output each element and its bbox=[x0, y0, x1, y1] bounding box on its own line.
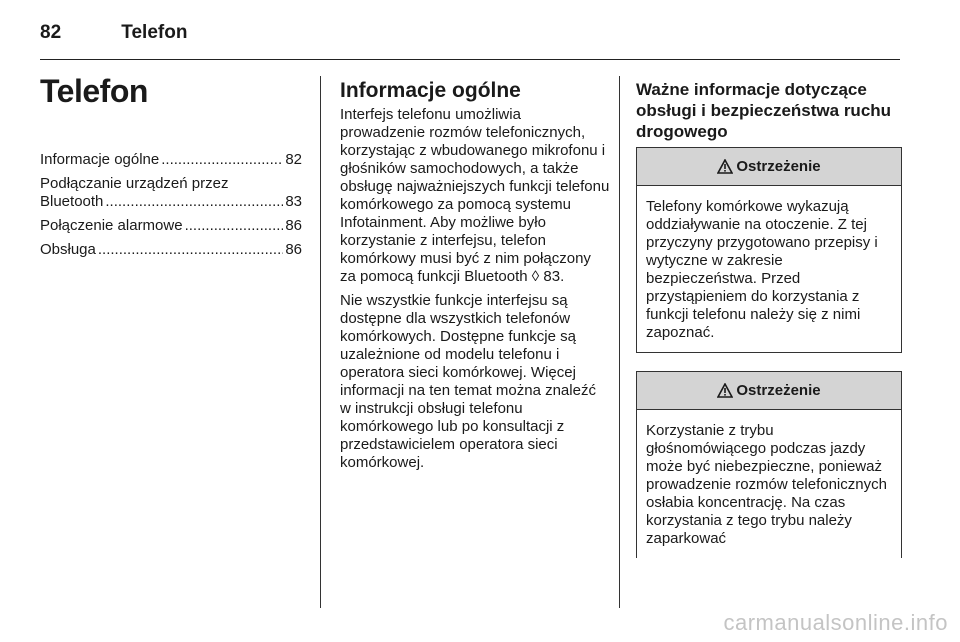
warning-header bbox=[637, 372, 901, 410]
toc-leader-dots bbox=[98, 241, 283, 259]
safety-column bbox=[636, 79, 902, 558]
header-divider bbox=[40, 59, 900, 60]
warning-text: Telefony komórkowe wykazują oddziaływanie na otoczenie. Z tej przyczyny przygotowano przepisy i wytyczne w zakresie bezpieczeństwa. Przed przystąpieniem do korzystania z funkcji telefonu należy się z nimi zapoznać. bbox=[646, 198, 878, 341]
toc-entry-text: Obsługa bbox=[40, 241, 96, 258]
toc-entry-page: 82 bbox=[285, 151, 302, 168]
toc-entry-obsluga[interactable] bbox=[40, 241, 302, 259]
warning-text: Korzystanie z trybu głośnomówiącego podczas jazdy może być niebezpieczne, ponieważ prowadzenie rozmów telefonicznych osłabia koncentrację. Na czas korzystania z tego trybu należy zaparkować bbox=[646, 422, 887, 547]
toc-entry-alarmowe[interactable] bbox=[40, 217, 302, 235]
warning-triangle-icon bbox=[717, 159, 733, 174]
toc-leader-dots bbox=[185, 217, 284, 235]
subsection-title: Ważne informacje dotyczące obsługi i bezpieczeństwa ruchu drogowego bbox=[636, 80, 892, 141]
warning-box bbox=[636, 371, 902, 558]
toc-leader-dots bbox=[161, 151, 283, 169]
warning-box bbox=[636, 147, 902, 353]
toc-entry-text: Bluetooth bbox=[40, 193, 104, 210]
general-info-column bbox=[340, 79, 610, 478]
cross-reference-icon: ◊ bbox=[531, 268, 540, 285]
warning-label: Ostrzeżenie bbox=[736, 158, 821, 175]
paragraph-text: Interfejs telefonu umożliwia prowadzenie rozmów telefonicznych, korzystając z wbudowanego mikrofonu i głośników samochodowych, a także obsługę najważniejszych funkcji telefonu komórkowego za pomocą systemu Infotainment. Aby możliwe było korzystanie z interfejsu, telefon komórkowy musi być z nim połączony za pomocą funkcji Bluetooth bbox=[340, 106, 610, 285]
warning-header bbox=[637, 148, 901, 186]
page-header bbox=[40, 22, 187, 44]
warning-triangle-icon bbox=[717, 383, 733, 398]
watermark: carmanualsonline.info bbox=[723, 610, 948, 635]
toc-entry-bluetooth[interactable] bbox=[40, 175, 302, 211]
toc-entry-page: 86 bbox=[285, 217, 302, 234]
page-number: 82 bbox=[40, 22, 62, 43]
toc-entry-page: 83 bbox=[285, 193, 302, 210]
toc-entry-text: Informacje ogólne bbox=[40, 151, 160, 168]
paragraph bbox=[340, 106, 610, 286]
warning-label: Ostrzeżenie bbox=[736, 382, 821, 399]
toc-entry-text-line1: Podłączanie urządzeń przez bbox=[40, 175, 229, 192]
toc-entry-page: 86 bbox=[285, 241, 302, 258]
column-divider-right bbox=[619, 76, 620, 608]
toc-column bbox=[40, 73, 302, 265]
header-title: Telefon bbox=[121, 22, 188, 43]
toc-entry-text: Połączenie alarmowe bbox=[40, 217, 183, 234]
section-title: Informacje ogólne bbox=[340, 79, 521, 102]
toc-leader-dots bbox=[105, 193, 283, 211]
chapter-title: Telefon bbox=[40, 73, 148, 109]
toc-entry-informacje[interactable] bbox=[40, 151, 302, 169]
cross-reference-link[interactable]: 83. bbox=[543, 268, 565, 285]
paragraph: Nie wszystkie funkcje interfejsu są dostępne dla wszystkich telefonów komórkowych. Dostępne funkcje są uzależnione od modelu telefonu i operatora sieci komórkowej. Więcej informacji na ten temat można znaleźć w instrukcji obsługi telefonu komórkowego lub po konsultacji z przedstawicielem operatora sieci komórkowej. bbox=[340, 292, 596, 471]
column-divider-left bbox=[320, 76, 321, 608]
